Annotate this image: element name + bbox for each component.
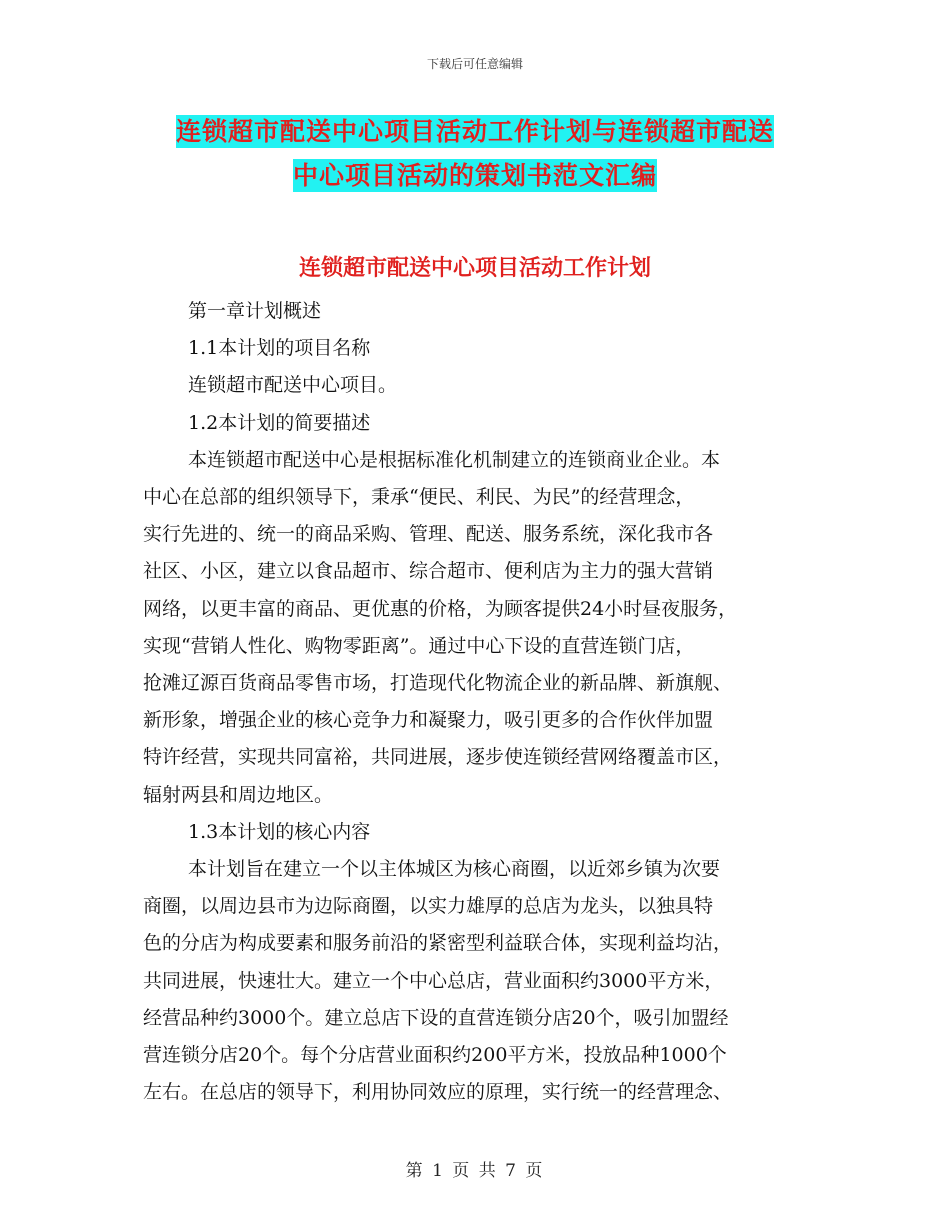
paragraph-1-2 [143, 442, 815, 814]
subheading-1-1: 1.1本计划的项目名称 [188, 337, 371, 360]
document-title-line-1 [0, 112, 950, 148]
paragraph-line: 本连锁超市配送中心是根据标准化机制建立的连锁商业企业。本 [188, 448, 721, 471]
page-footer: 第 1 页 共 7 页 [405, 1161, 545, 1181]
paragraph-line: 辐射两县和周边地区。 [143, 783, 334, 806]
section-title: 连锁超市配送中心项目活动工作计划 [298, 256, 651, 281]
paragraph-line: 新形象，增强企业的核心竞争力和凝聚力，吸引更多的合作伙伴加盟 [143, 709, 714, 732]
paragraph-line: 抢滩辽源百货商品零售市场，打造现代化物流企业的新品牌、新旗舰、 [143, 672, 733, 695]
header-note: 下载后可任意编辑 [426, 57, 523, 71]
paragraph-line: 本计划旨在建立一个以主体城区为核心商圈，以近郊乡镇为次要 [188, 858, 721, 881]
paragraph-1-1: 连锁超市配送中心项目。 [188, 374, 398, 397]
subheading-1-2: 1.2本计划的简要描述 [188, 411, 371, 434]
document-title-highlight-1: 连锁超市配送中心项目活动工作计划与连锁超市配送 [175, 117, 774, 146]
paragraph-line: 网络，以更丰富的商品、更优惠的价格，为顾客提供24小时昼夜服务， [143, 597, 738, 620]
paragraph-line: 色的分店为构成要素和服务前沿的紧密型利益联合体，实现利益均沾， [143, 932, 733, 955]
paragraph-line: 实行先进的、统一的商品采购、管理、配送、服务系统，深化我市各 [143, 523, 714, 546]
paragraph-line: 实现“营销人性化、购物零距离”。通过中心下设的直营连锁门店， [143, 634, 695, 657]
paragraph-line: 经营品种约3000个。建立总店下设的直营连锁分店20个，吸引加盟经 [143, 1006, 729, 1029]
paragraph-line: 社区、小区，建立以食品超市、综合超市、便利店为主力的强大营销 [143, 560, 714, 583]
document-title-line-2 [0, 156, 950, 192]
subheading-1-3: 1.3本计划的核心内容 [188, 820, 371, 843]
paragraph-line: 中心在总部的组织领导下，秉承“便民、利民、为民”的经营理念， [143, 486, 695, 509]
paragraph-line: 特许经营，实现共同富裕，共同进展，逐步使连锁经营网络覆盖市区， [143, 746, 733, 769]
chapter-heading: 第一章计划概述 [188, 300, 322, 322]
document-body [143, 293, 815, 1111]
paragraph-line: 左右。在总店的领导下，利用协同效应的原理，实行统一的经营理念、 [143, 1081, 733, 1104]
paragraph-line: 共同进展，快速壮大。建立一个中心总店，营业面积约3000平方米， [143, 969, 724, 992]
paragraph-1-3 [143, 851, 815, 1111]
document-title-highlight-2: 中心项目活动的策划书范文汇编 [292, 161, 657, 190]
paragraph-line: 商圈，以周边县市为边际商圈，以实力雄厚的总店为龙头，以独具特 [143, 895, 714, 918]
paragraph-line: 营连锁分店20个。每个分店营业面积约200平方米，投放品种1000个 [143, 1044, 727, 1067]
